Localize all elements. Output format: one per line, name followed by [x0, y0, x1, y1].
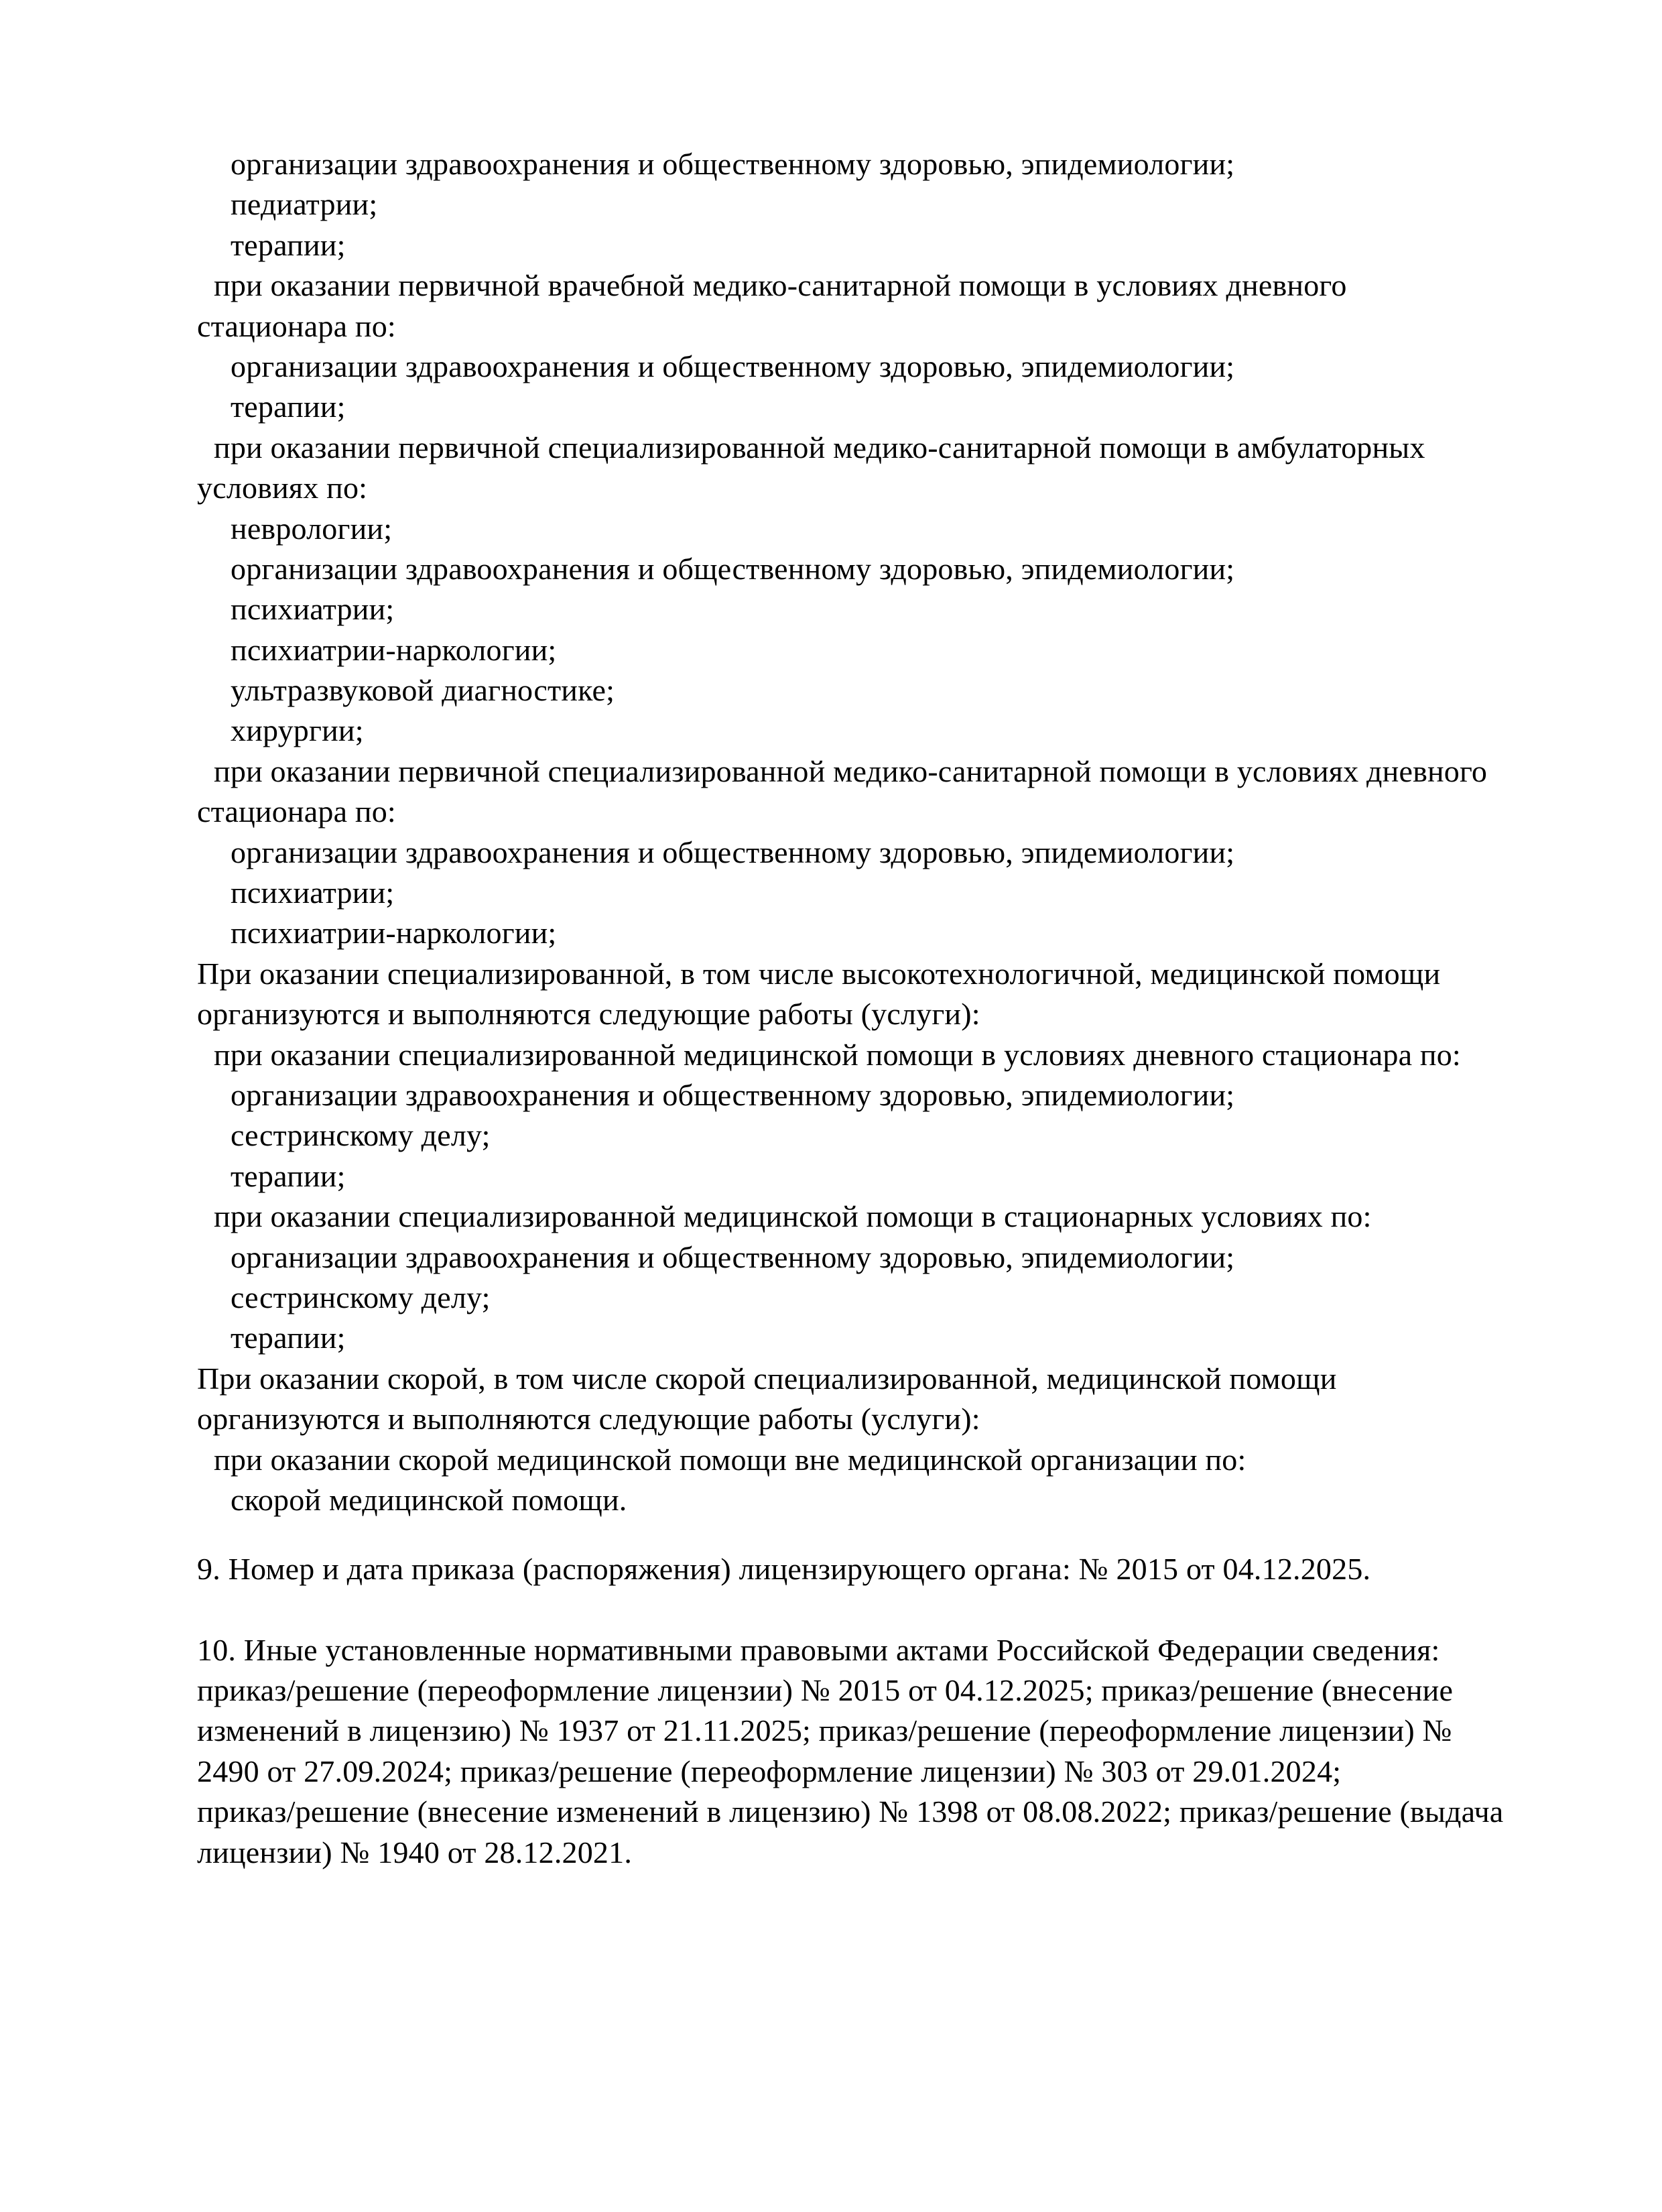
- document-line: психиатрии;: [231, 592, 395, 627]
- document-line: организации здравоохранения и общественному здоровью, эпидемиологии;: [231, 835, 1235, 869]
- document-line: При оказании специализированной, в том числе высокотехнологичной, медицинской помощи: [197, 956, 1441, 991]
- document-line: организации здравоохранения и общественному здоровью, эпидемиологии;: [231, 147, 1235, 181]
- document-line: хирургии;: [231, 713, 364, 748]
- document-line: организации здравоохранения и общественному здоровью, эпидемиологии;: [231, 1077, 1235, 1112]
- document-line: при оказании первичной врачебной медико-санитарной помощи в условиях дневного: [214, 268, 1347, 303]
- blank-line: [197, 1520, 1611, 1549]
- document-line: лицензии) № 1940 от 28.12.2021.: [197, 1835, 633, 1869]
- document-line: психиатрии;: [231, 875, 395, 910]
- document-line: психиатрии-наркологии;: [231, 632, 557, 667]
- document-line: при оказании специализированной медицинской помощи в условиях дневного стационара по:: [214, 1037, 1461, 1072]
- document-line: 10. Иные установленные нормативными правовыми актами Российской Федерации сведения:: [197, 1632, 1440, 1667]
- document-line: скорой медицинской помощи.: [231, 1482, 627, 1517]
- document-line: при оказании первичной специализированной медико-санитарной помощи в условиях дневного: [214, 753, 1488, 788]
- document-line: неврологии;: [231, 511, 393, 546]
- document-line: 9. Номер и дата приказа (распоряжения) лицензирующего органа: № 2015 от 04.12.2025.: [197, 1552, 1371, 1587]
- document-line: при оказании скорой медицинской помощи вне медицинской организации по:: [214, 1442, 1246, 1477]
- document-line: организации здравоохранения и общественному здоровью, эпидемиологии;: [231, 551, 1235, 586]
- document-line: педиатрии;: [231, 187, 378, 222]
- document-line: организации здравоохранения и общественному здоровью, эпидемиологии;: [231, 349, 1235, 383]
- document-line: терапии;: [231, 1158, 346, 1193]
- document-line: приказ/решение (внесение изменений в лицензию) № 1398 от 08.08.2022; приказ/решение (выдача: [197, 1794, 1504, 1829]
- document-line: ультразвуковой диагностике;: [231, 673, 615, 708]
- document-line: терапии;: [231, 389, 346, 424]
- document-line: при оказании специализированной медицинской помощи в стационарных условиях по:: [214, 1199, 1372, 1234]
- document-line: сестринскому делу;: [231, 1118, 491, 1153]
- document-line: психиатрии-наркологии;: [231, 916, 557, 950]
- document-line: терапии;: [231, 227, 346, 262]
- document-line: при оказании первичной специализированной медико-санитарной помощи в амбулаторных: [214, 430, 1425, 465]
- document-line: изменений в лицензию) № 1937 от 21.11.2025; приказ/решение (переоформление лицензии) №: [197, 1713, 1452, 1748]
- document-line: стационара по:: [197, 794, 396, 829]
- document-line: 2490 от 27.09.2024; приказ/решение (переоформление лицензии) № 303 от 29.01.2024;: [197, 1754, 1342, 1788]
- document-line: сестринскому делу;: [231, 1280, 491, 1314]
- document-line: стационара по:: [197, 308, 396, 343]
- document-text-block: [197, 144, 1611, 1873]
- document-line: организации здравоохранения и общественному здоровью, эпидемиологии;: [231, 1239, 1235, 1274]
- document-line: организуются и выполняются следующие работы (услуги):: [197, 997, 980, 1032]
- document-line: терапии;: [231, 1320, 346, 1355]
- document-line: При оказании скорой, в том числе скорой специализированной, медицинской помощи: [197, 1361, 1337, 1396]
- document-line: приказ/решение (переоформление лицензии) № 2015 от 04.12.2025; приказ/решение (внесение: [197, 1673, 1454, 1708]
- document-line: условиях по:: [197, 471, 368, 505]
- document-line: организуются и выполняются следующие работы (услуги):: [197, 1402, 980, 1436]
- blank-line: [197, 1590, 1611, 1630]
